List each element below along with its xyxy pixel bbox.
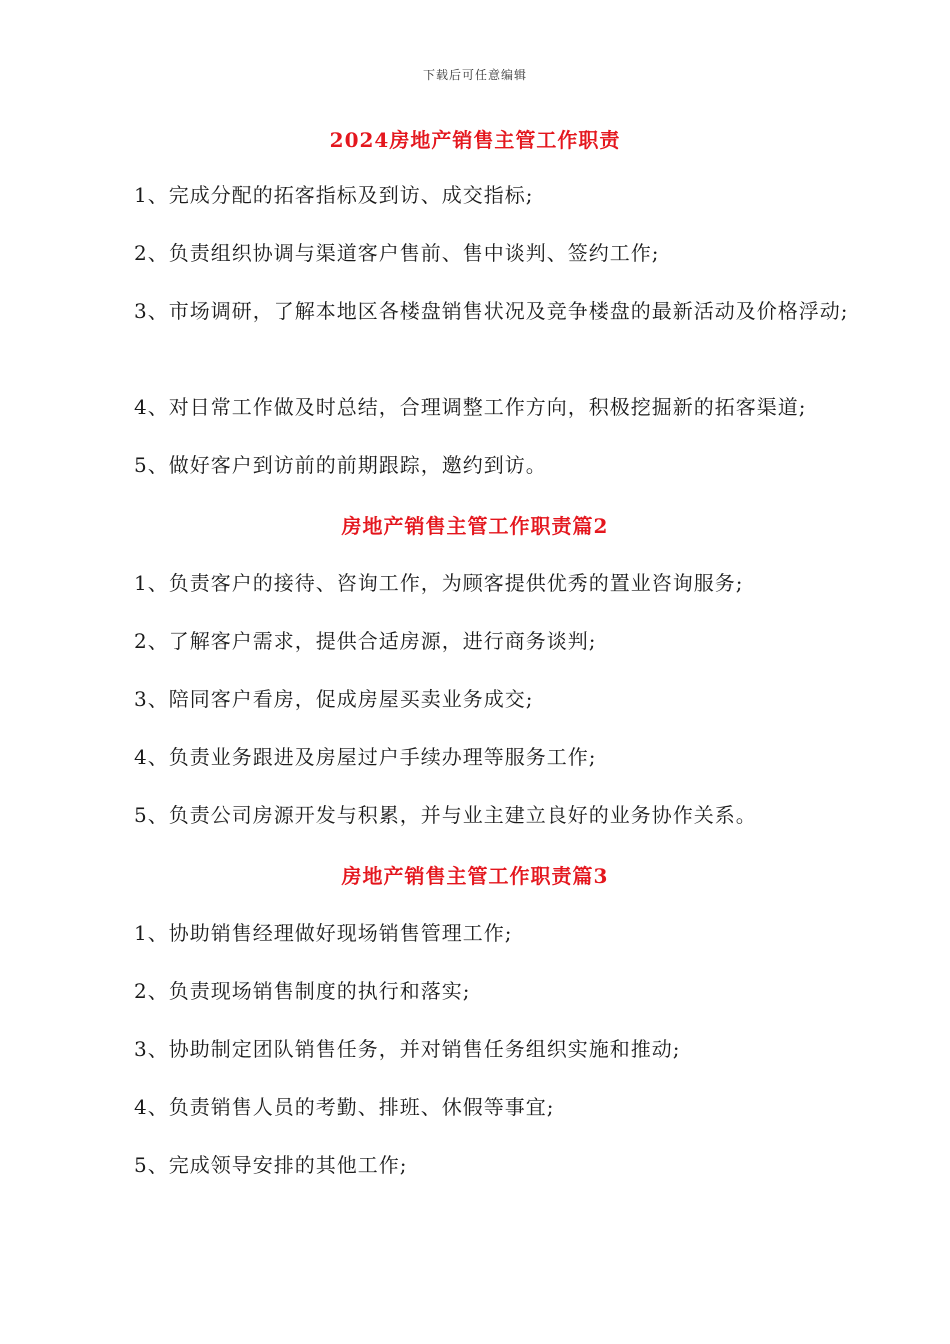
list-item: 4、负责业务跟进及房屋过户手续办理等服务工作; <box>134 745 597 769</box>
list-item: 5、负责公司房源开发与积累，并与业主建立良好的业务协作关系。 <box>134 803 757 827</box>
list-item: 4、对日常工作做及时总结，合理调整工作方向，积极挖掘新的拓客渠道; <box>134 395 807 419</box>
list-item: 5、做好客户到访前的前期跟踪，邀约到访。 <box>134 453 547 477</box>
list-item: 3、协助制定团队销售任务，并对销售任务组织实施和推动; <box>134 1037 681 1061</box>
section-title-2: 房地产销售主管工作职责篇2 <box>341 514 609 538</box>
list-item: 5、完成领导安排的其他工作; <box>134 1153 408 1177</box>
list-item: 2、负责现场销售制度的执行和落实; <box>134 979 471 1003</box>
list-item: 1、负责客户的接待、咨询工作，为顾客提供优秀的置业咨询服务; <box>134 571 744 595</box>
list-item: 2、负责组织协调与渠道客户售前、售中谈判、签约工作; <box>134 241 660 265</box>
list-item: 2、了解客户需求，提供合适房源，进行商务谈判; <box>134 629 597 653</box>
section-title-1: 2024房地产销售主管工作职责 <box>329 128 621 152</box>
list-item: 4、负责销售人员的考勤、排班、休假等事宜; <box>134 1095 555 1119</box>
list-item: 3、市场调研，了解本地区各楼盘销售状况及竞争楼盘的最新活动及价格浮动; <box>134 299 849 323</box>
list-item: 1、完成分配的拓客指标及到访、成交指标; <box>134 183 534 207</box>
list-item: 1、协助销售经理做好现场销售管理工作; <box>134 921 513 945</box>
section-title-3: 房地产销售主管工作职责篇3 <box>341 864 609 888</box>
list-item: 3、陪同客户看房，促成房屋买卖业务成交; <box>134 687 534 711</box>
header-note: 下载后可任意编辑 <box>422 68 527 82</box>
